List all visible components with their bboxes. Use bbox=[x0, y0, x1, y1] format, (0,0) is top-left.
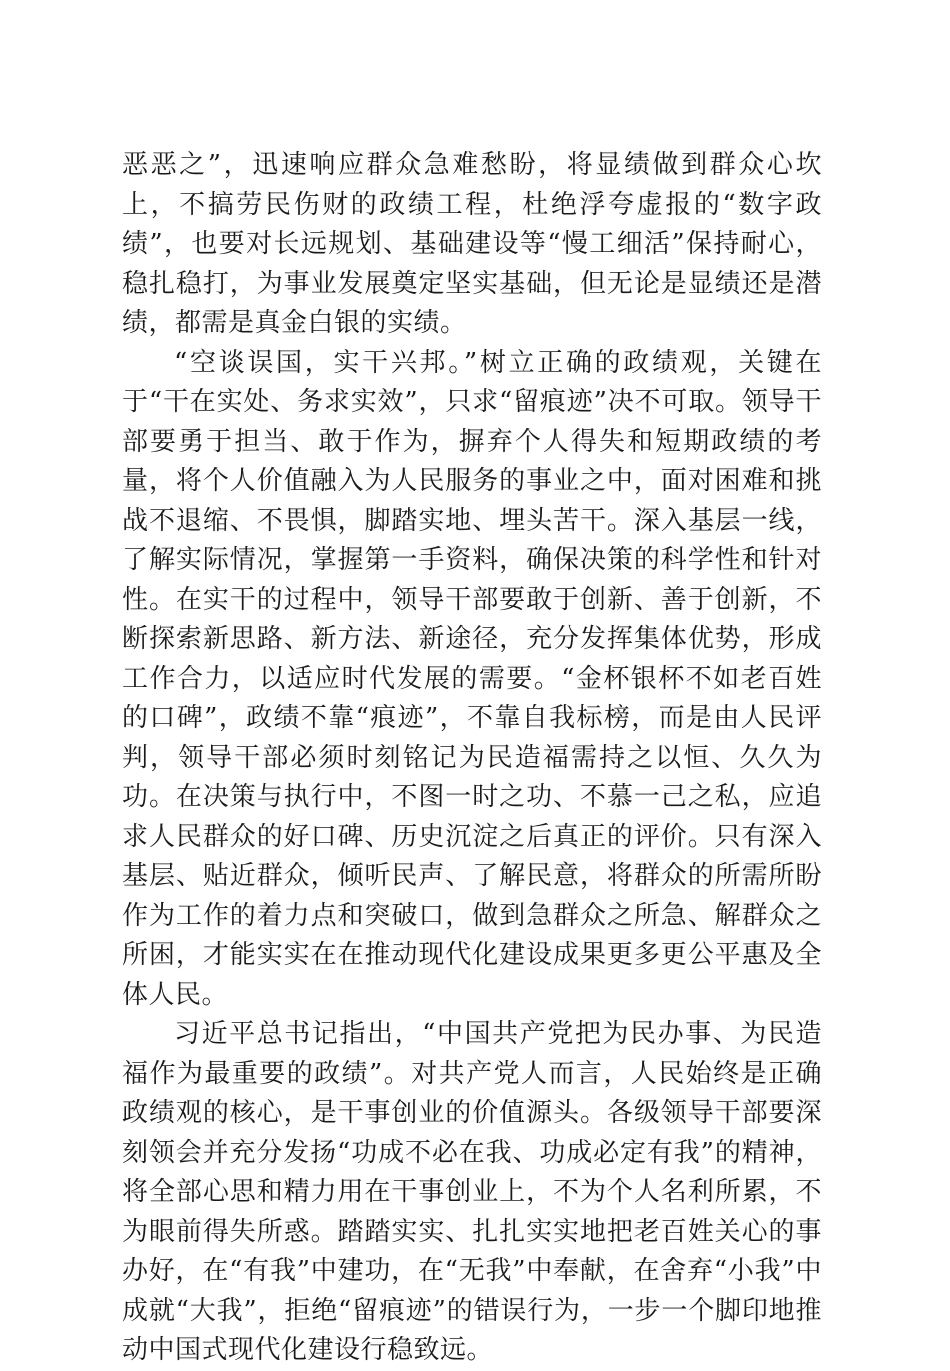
document-body bbox=[122, 146, 822, 1371]
paragraph-3: 习近平总书记指出，“中国共产党把为民办事、为民造福作为最重要的政绩”。对共产党人而言，人民始终是正确政绩观的核心，是干事创业的价值源头。各级领导干部要深刻领会并充分发扬“功成不必在我、功成必定有我”的精神，将全部心思和精力用在干事创业上，不为个人名利所累，不为眼前得失所惑。踏踏实实、扎扎实实地把老百姓关心的事办好，在“有我”中建功，在“无我”中奉献，在舍弃“小我”中成就“大我”，拒绝“留痕迹”的错误行为，一步一个脚印地推动中国式现代化建设行稳致远。 bbox=[122, 1019, 822, 1365]
paragraph-1: 恶恶之”，迅速响应群众急难愁盼，将显绩做到群众心坎上，不搞劳民伤财的政绩工程，杜绝浮夸虚报的“数字政绩”，也要对长远规划、基础建设等“慢工细活”保持耐心，稳扎稳打，为事业发展奠定坚实基础，但无论是显绩还是潜绩，都需是真金白银的实绩。 bbox=[122, 150, 822, 338]
paragraph-2: “空谈误国，实干兴邦。”树立正确的政绩观，关键在于“干在实处、务求实效”，只求“留痕迹”决不可取。领导干部要勇于担当、敢于作为，摒弃个人得失和短期政绩的考量，将个人价值融入为人民服务的事业之中，面对困难和挑战不退缩、不畏惧，脚踏实地、埋头苦干。深入基层一线，了解实际情况，掌握第一手资料，确保决策的科学性和针对性。在实干的过程中，领导干部要敢于创新、善于创新，不断探索新思路、新方法、新途径，充分发挥集体优势，形成工作合力，以适应时代发展的需要。“金杯银杯不如老百姓的口碑”，政绩不靠“痕迹”，不靠自我标榜，而是由人民评判，领导干部必须时刻铭记为民造福需持之以恒、久久为功。在决策与执行中，不图一时之功、不慕一己之私，应追求人民群众的好口碑、历史沉淀之后真正的评价。只有深入基层、贴近群众，倾听民声、了解民意，将群众的所需所盼作为工作的着力点和突破口，做到急群众之所急、解群众之所困，才能实实在在推动现代化建设成果更多更公平惠及全体人民。 bbox=[122, 347, 822, 1010]
